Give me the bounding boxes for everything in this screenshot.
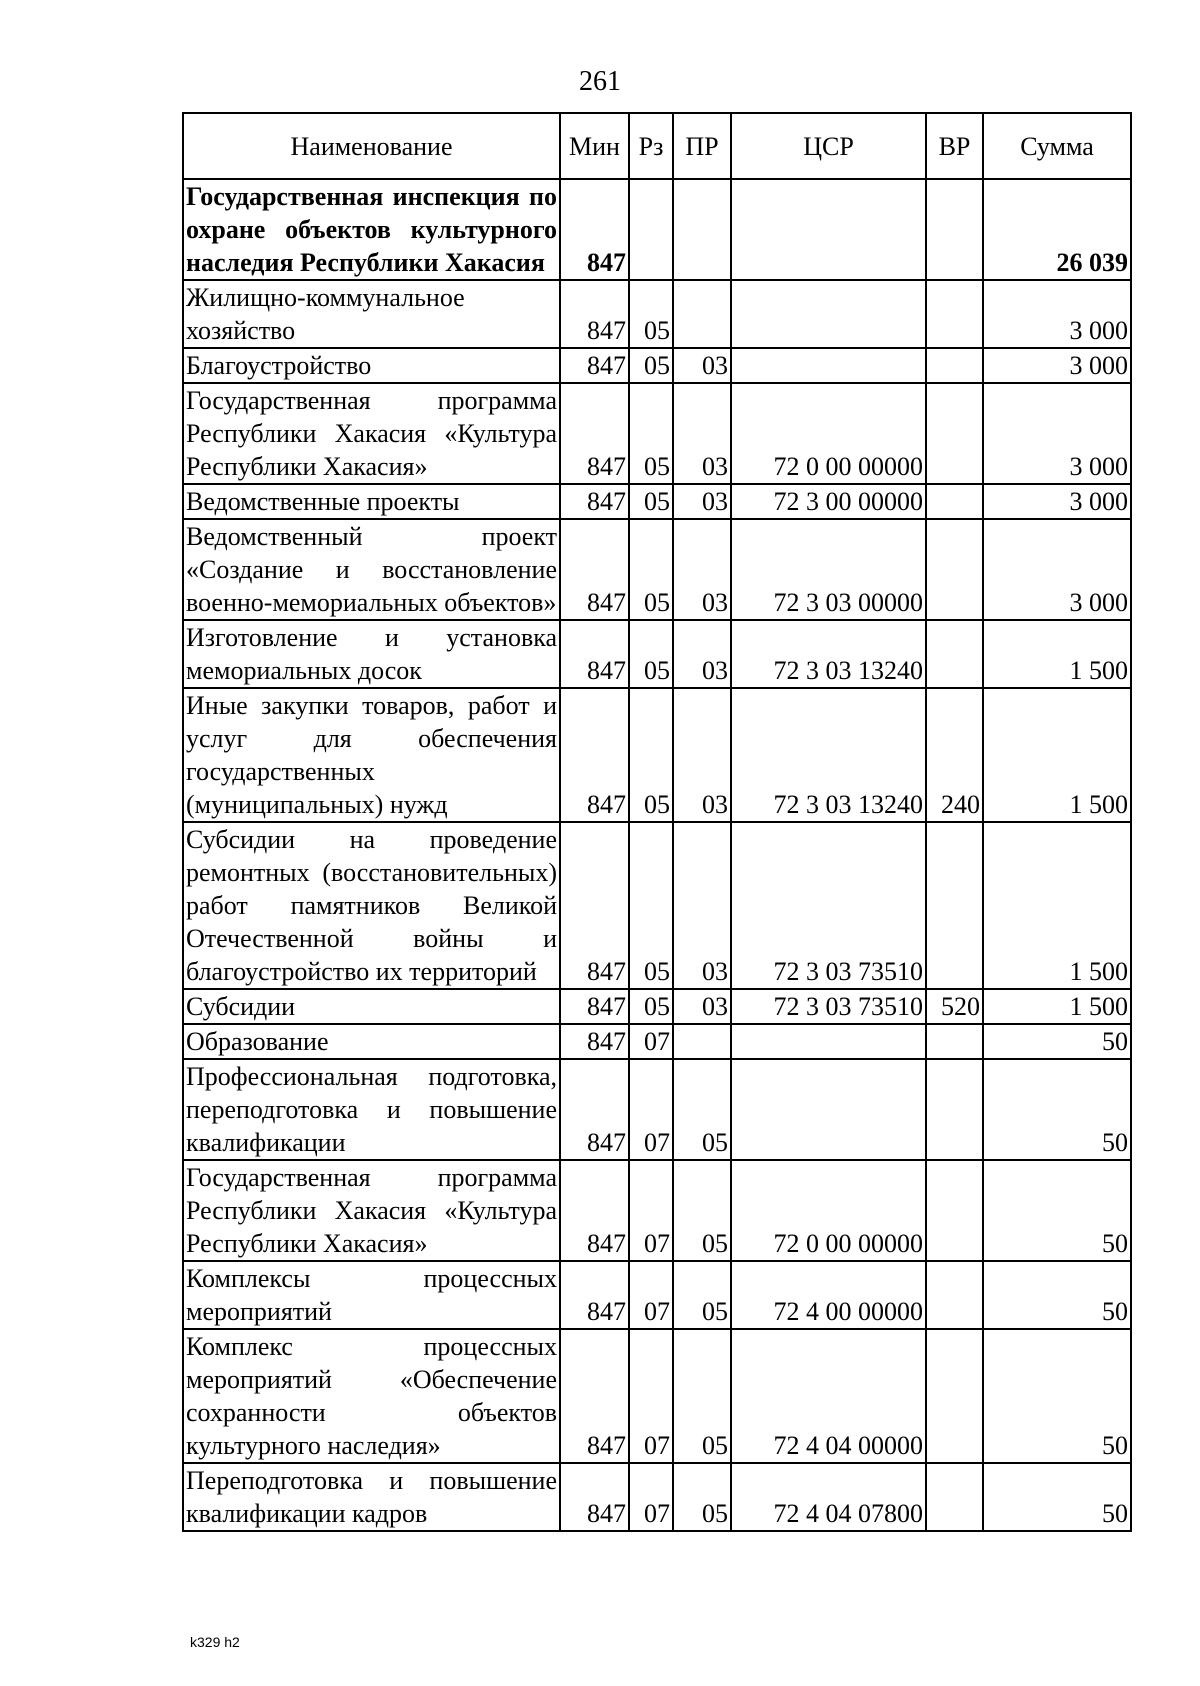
row-csr: 72 3 03 13240 bbox=[731, 688, 926, 822]
row-name: Субсидии bbox=[183, 989, 560, 1024]
column-header-min: Мин bbox=[560, 113, 629, 179]
row-vr bbox=[926, 348, 983, 383]
table-row bbox=[183, 383, 1131, 484]
row-min: 847 bbox=[560, 989, 629, 1024]
row-csr bbox=[731, 179, 926, 280]
table-row bbox=[183, 1463, 1131, 1531]
row-name: Комплекс процессных мероприятий «Обеспечение сохранности объектов культурного наследия» bbox=[183, 1329, 560, 1463]
table-row bbox=[183, 822, 1131, 989]
row-csr: 72 3 00 00000 bbox=[731, 484, 926, 519]
row-rz: 05 bbox=[629, 280, 673, 348]
row-name: Жилищно-коммунальное хозяйство bbox=[183, 280, 560, 348]
row-name: Комплексы процессных мероприятий bbox=[183, 1261, 560, 1329]
row-csr: 72 4 04 00000 bbox=[731, 1329, 926, 1463]
row-sum: 3 000 bbox=[983, 383, 1131, 484]
row-min: 847 bbox=[560, 280, 629, 348]
row-sum: 50 bbox=[983, 1261, 1131, 1329]
row-sum: 1 500 bbox=[983, 822, 1131, 989]
table-row bbox=[183, 989, 1131, 1024]
row-pr: 05 bbox=[673, 1261, 731, 1329]
row-rz: 05 bbox=[629, 989, 673, 1024]
row-rz: 07 bbox=[629, 1160, 673, 1261]
row-csr: 72 4 04 07800 bbox=[731, 1463, 926, 1531]
row-pr bbox=[673, 179, 731, 280]
row-pr bbox=[673, 280, 731, 348]
row-min: 847 bbox=[560, 1059, 629, 1160]
row-min: 847 bbox=[560, 519, 629, 620]
row-name: Государственная программа Республики Хакасия «Культура Республики Хакасия» bbox=[183, 383, 560, 484]
row-vr bbox=[926, 822, 983, 989]
table-row bbox=[183, 1160, 1131, 1261]
row-rz: 07 bbox=[629, 1024, 673, 1059]
row-sum: 3 000 bbox=[983, 280, 1131, 348]
row-min: 847 bbox=[560, 822, 629, 989]
row-pr: 05 bbox=[673, 1059, 731, 1160]
row-name: Ведомственный проект «Создание и восстановление военно-мемориальных объектов» bbox=[183, 519, 560, 620]
row-rz: 07 bbox=[629, 1463, 673, 1531]
column-header-sum: Сумма bbox=[983, 113, 1131, 179]
row-vr bbox=[926, 280, 983, 348]
table-row bbox=[183, 1329, 1131, 1463]
row-pr: 03 bbox=[673, 383, 731, 484]
row-sum: 26 039 bbox=[983, 179, 1131, 280]
row-sum: 50 bbox=[983, 1463, 1131, 1531]
row-name: Профессиональная подготовка, переподготовка и повышение квалификации bbox=[183, 1059, 560, 1160]
row-min: 847 bbox=[560, 484, 629, 519]
row-min: 847 bbox=[560, 383, 629, 484]
table-row bbox=[183, 1059, 1131, 1160]
row-sum: 50 bbox=[983, 1329, 1131, 1463]
row-rz: 05 bbox=[629, 620, 673, 688]
row-csr: 72 0 00 00000 bbox=[731, 1160, 926, 1261]
row-min: 847 bbox=[560, 1463, 629, 1531]
row-sum: 50 bbox=[983, 1059, 1131, 1160]
table-row bbox=[183, 519, 1131, 620]
row-csr bbox=[731, 280, 926, 348]
column-header-vr: ВР bbox=[926, 113, 983, 179]
row-name: Субсидии на проведение ремонтных (восстановительных) работ памятников Великой Отечественной войны и благоустройство их территорий bbox=[183, 822, 560, 989]
row-sum: 1 500 bbox=[983, 989, 1131, 1024]
row-pr: 05 bbox=[673, 1329, 731, 1463]
row-pr: 03 bbox=[673, 484, 731, 519]
row-min: 847 bbox=[560, 179, 629, 280]
row-vr bbox=[926, 620, 983, 688]
column-header-csr: ЦСР bbox=[731, 113, 926, 179]
row-csr: 72 3 03 00000 bbox=[731, 519, 926, 620]
row-vr: 520 bbox=[926, 989, 983, 1024]
table-row bbox=[183, 280, 1131, 348]
row-vr bbox=[926, 1329, 983, 1463]
row-name: Иные закупки товаров, работ и услуг для обеспечения государственных (муниципальных) нужд bbox=[183, 688, 560, 822]
row-pr: 03 bbox=[673, 989, 731, 1024]
row-vr bbox=[926, 519, 983, 620]
footer-document-code: k329 h2 bbox=[190, 1634, 240, 1650]
row-rz: 05 bbox=[629, 484, 673, 519]
table-row bbox=[183, 620, 1131, 688]
table-row bbox=[183, 688, 1131, 822]
row-rz bbox=[629, 179, 673, 280]
budget-table bbox=[182, 112, 1132, 1532]
row-pr bbox=[673, 1024, 731, 1059]
row-csr bbox=[731, 1024, 926, 1059]
row-csr: 72 4 00 00000 bbox=[731, 1261, 926, 1329]
row-sum: 3 000 bbox=[983, 348, 1131, 383]
row-rz: 05 bbox=[629, 688, 673, 822]
table-row bbox=[183, 1261, 1131, 1329]
row-csr bbox=[731, 348, 926, 383]
row-pr: 03 bbox=[673, 519, 731, 620]
row-sum: 50 bbox=[983, 1160, 1131, 1261]
row-rz: 07 bbox=[629, 1059, 673, 1160]
row-name: Ведомственные проекты bbox=[183, 484, 560, 519]
row-min: 847 bbox=[560, 1024, 629, 1059]
row-min: 847 bbox=[560, 1261, 629, 1329]
row-csr: 72 3 03 73510 bbox=[731, 989, 926, 1024]
row-name: Изготовление и установка мемориальных досок bbox=[183, 620, 560, 688]
row-rz: 05 bbox=[629, 383, 673, 484]
row-rz: 05 bbox=[629, 519, 673, 620]
row-pr: 03 bbox=[673, 348, 731, 383]
row-pr: 05 bbox=[673, 1160, 731, 1261]
row-min: 847 bbox=[560, 1160, 629, 1261]
row-vr bbox=[926, 484, 983, 519]
column-header-pr: ПР bbox=[673, 113, 731, 179]
row-sum: 3 000 bbox=[983, 484, 1131, 519]
row-csr bbox=[731, 1059, 926, 1160]
table-row bbox=[183, 484, 1131, 519]
row-pr: 03 bbox=[673, 688, 731, 822]
row-sum: 1 500 bbox=[983, 620, 1131, 688]
row-min: 847 bbox=[560, 1329, 629, 1463]
row-sum: 3 000 bbox=[983, 519, 1131, 620]
row-rz: 05 bbox=[629, 348, 673, 383]
column-header-rz: Рз bbox=[629, 113, 673, 179]
row-vr: 240 bbox=[926, 688, 983, 822]
row-vr bbox=[926, 179, 983, 280]
row-rz: 07 bbox=[629, 1261, 673, 1329]
table-header-row bbox=[183, 113, 1131, 179]
row-rz: 05 bbox=[629, 822, 673, 989]
row-sum: 1 500 bbox=[983, 688, 1131, 822]
column-header-name: Наименование bbox=[183, 113, 560, 179]
row-vr bbox=[926, 1160, 983, 1261]
row-rz: 07 bbox=[629, 1329, 673, 1463]
row-min: 847 bbox=[560, 688, 629, 822]
row-vr bbox=[926, 1261, 983, 1329]
row-sum: 50 bbox=[983, 1024, 1131, 1059]
table-row bbox=[183, 1024, 1131, 1059]
page-number: 261 bbox=[579, 66, 621, 97]
table-row bbox=[183, 348, 1131, 383]
row-csr: 72 0 00 00000 bbox=[731, 383, 926, 484]
row-name: Государственная инспекция по охране объектов культурного наследия Республики Хакасия bbox=[183, 179, 560, 280]
row-vr bbox=[926, 1463, 983, 1531]
row-min: 847 bbox=[560, 620, 629, 688]
row-csr: 72 3 03 13240 bbox=[731, 620, 926, 688]
row-vr bbox=[926, 383, 983, 484]
row-pr: 03 bbox=[673, 822, 731, 989]
row-pr: 03 bbox=[673, 620, 731, 688]
row-name: Переподготовка и повышение квалификации кадров bbox=[183, 1463, 560, 1531]
table-row bbox=[183, 179, 1131, 280]
row-name: Благоустройство bbox=[183, 348, 560, 383]
row-csr: 72 3 03 73510 bbox=[731, 822, 926, 989]
row-vr bbox=[926, 1059, 983, 1160]
row-name: Образование bbox=[183, 1024, 560, 1059]
row-pr: 05 bbox=[673, 1463, 731, 1531]
row-min: 847 bbox=[560, 348, 629, 383]
row-name: Государственная программа Республики Хакасия «Культура Республики Хакасия» bbox=[183, 1160, 560, 1261]
row-vr bbox=[926, 1024, 983, 1059]
